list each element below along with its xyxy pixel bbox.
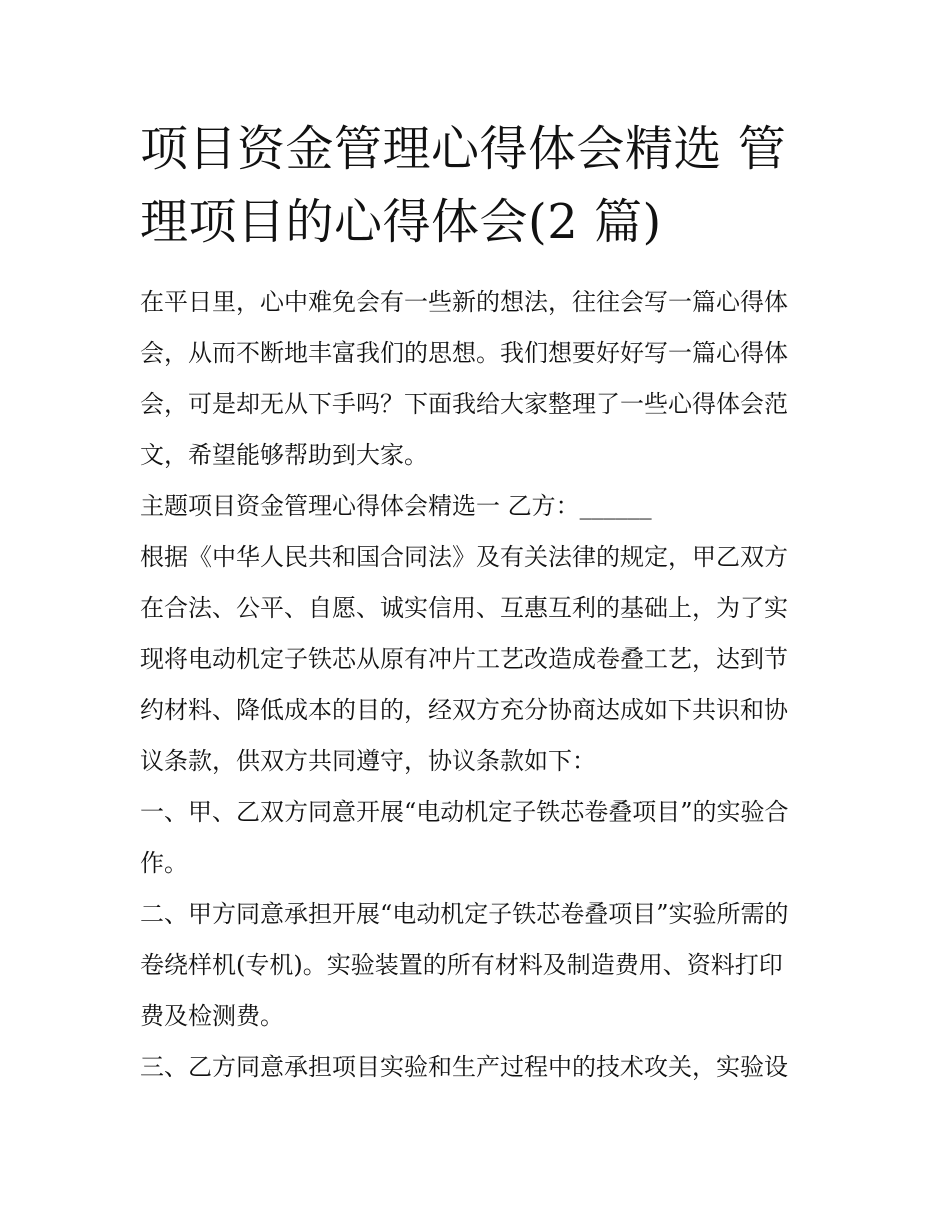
- document-title: [140, 113, 815, 259]
- title-line: 理项目的心得体会(2 篇): [140, 194, 662, 250]
- text-line: 主题项目资金管理心得体会精选一 乙方：______: [140, 492, 652, 520]
- text-line: 根据《中华人民共和国合同法》及有关法律的规定，甲乙双方: [140, 543, 788, 571]
- text-line: 一、甲、乙双方同意开展“电动机定子铁芯卷叠项目”的实验合: [140, 798, 789, 826]
- clause-three-paragraph: [140, 1042, 815, 1093]
- text-line: 会，从而不断地丰富我们的思想。我们想要好好写一篇心得体: [140, 339, 788, 367]
- text-line: 现将电动机定子铁芯从原有冲片工艺改造成卷叠工艺，达到节: [140, 645, 788, 673]
- text-line: 议条款，供双方共同遵守，协议条款如下：: [140, 747, 596, 775]
- text-line: 在平日里，心中难免会有一些新的想法，往往会写一篇心得体: [140, 288, 788, 316]
- title-line: 项目资金管理心得体会精选 管: [140, 121, 787, 177]
- intro-paragraph: [140, 277, 815, 481]
- text-line: 三、乙方同意承担项目实验和生产过程中的技术攻关，实验设: [140, 1053, 788, 1081]
- text-line: 作。: [140, 849, 188, 877]
- clause-two-paragraph: [140, 889, 815, 1042]
- text-line: 约材料、降低成本的目的，经双方充分协商达成如下共识和协: [140, 696, 788, 724]
- clause-one-paragraph: [140, 787, 815, 889]
- agreement-preamble-paragraph: [140, 532, 815, 787]
- text-line: 费及检测费。: [140, 1002, 284, 1030]
- text-line: 会，可是却无从下手吗？下面我给大家整理了一些心得体会范: [140, 390, 788, 418]
- section-heading-paragraph: [140, 481, 815, 532]
- text-line: 在合法、公平、自愿、诚实信用、互惠互利的基础上，为了实: [140, 594, 788, 622]
- text-line: 文，希望能够帮助到大家。: [140, 441, 428, 469]
- text-line: 卷绕样机(专机)。实验装置的所有材料及制造费用、资料打印: [140, 951, 783, 979]
- text-line: 二、甲方同意承担开展“电动机定子铁芯卷叠项目”实验所需的: [140, 900, 789, 928]
- document-body: [140, 277, 815, 1093]
